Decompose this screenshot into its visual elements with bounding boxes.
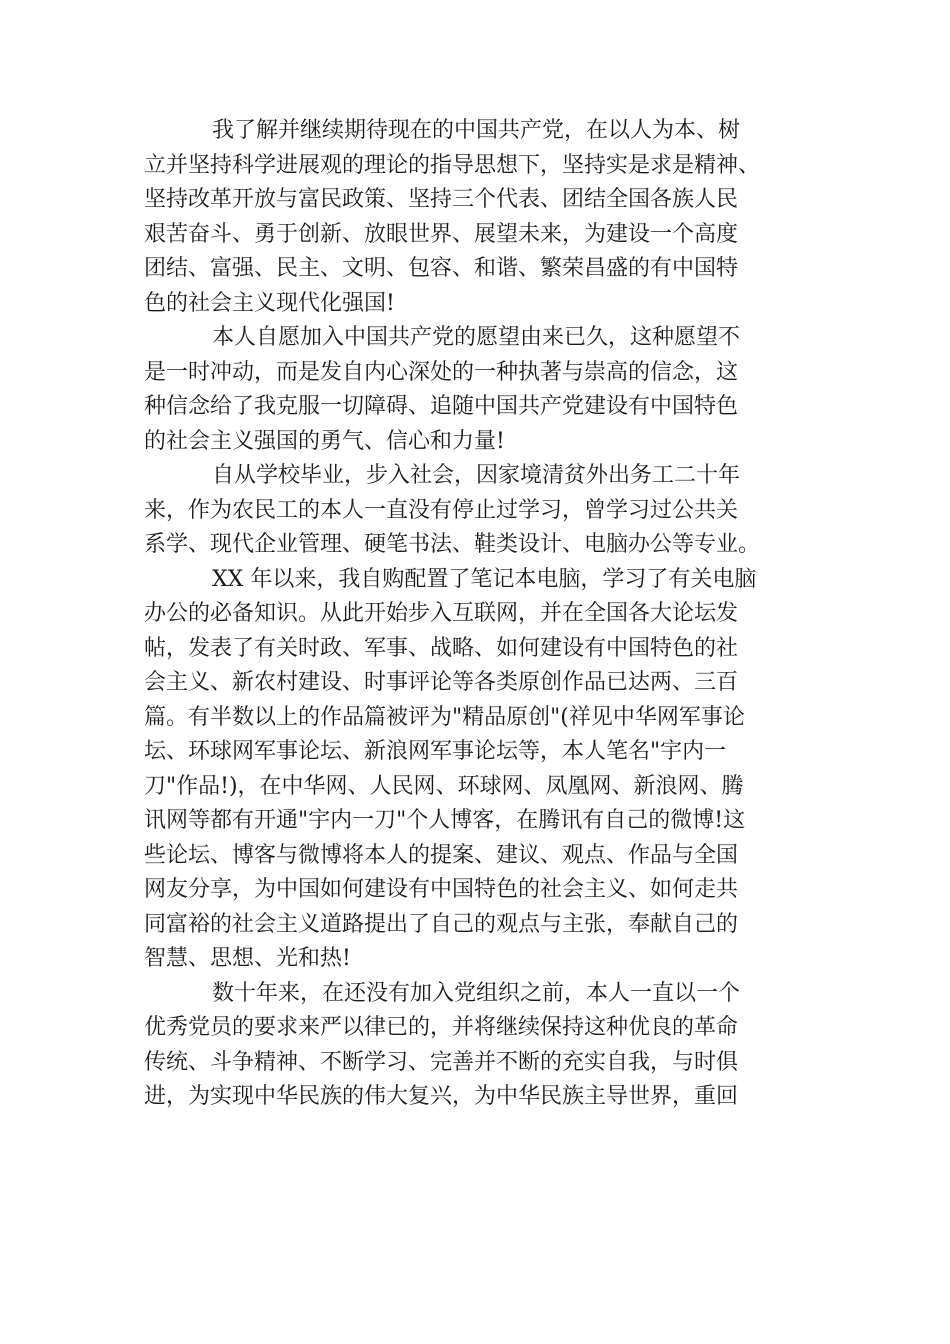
text-line: 是一时冲动，而是发自内心深处的一种执著与崇高的信念，这 <box>144 359 739 385</box>
paragraph <box>144 114 804 321</box>
text-line: 优秀党员的要求来严以律已的，并将继续保持这种优良的革命 <box>144 1015 739 1040</box>
text-line: 智慧、思想、光和热! <box>144 946 351 971</box>
text-line: 的社会主义强国的勇气、信心和力量! <box>144 428 505 454</box>
text-line: 进，为实现中华民族的伟大复兴，为中华民族主导世界，重回 <box>144 1084 739 1109</box>
text-line: 办公的必备知识。从此开始步入互联网，并在全国各大论坛发 <box>144 601 739 626</box>
text-line: 会主义、新农村建设、时事评论等各类原创作品已达两、三百 <box>144 670 739 695</box>
text-line: 自从学校毕业，步入社会，因家境清贫外出务工二十年 <box>212 463 741 488</box>
text-line: 来，作为农民工的本人一直没有停止过学习，曾学习过公共关 <box>144 497 739 523</box>
text-line: 讯网等都有开通"宇内一刀"个人博客，在腾讯有自己的微博!这 <box>144 808 746 833</box>
text-line: 些论坛、博客与微博将本人的提案、建议、观点、作品与全国 <box>144 842 739 868</box>
text-line: 篇。有半数以上的作品篇被评为"精品原创"(祥见中华网军事论 <box>144 704 745 730</box>
text-line: 刀"作品!)，在中华网、人民网、环球网、凤凰网、新浪网、腾 <box>144 773 744 799</box>
text-line: 坛、环球网军事论坛、新浪网军事论坛等，本人笔名"宇内一 <box>144 739 727 764</box>
text-line: 立并坚持科学进展观的理论的指导思想下，坚持实是求是精神、 <box>144 152 761 178</box>
text-line: 帖，发表了有关时政、军事、战略、如何建设有中国特色的社 <box>144 635 739 661</box>
text-line: 同富裕的社会主义道路提出了自己的观点与主张，奉献自己的 <box>144 911 739 937</box>
text-line: 数十年来，在还没有加入党组织之前，本人一直以一个 <box>212 980 741 1006</box>
text-line: 艰苦奋斗、勇于创新、放眼世界、展望未来，为建设一个高度 <box>144 221 739 247</box>
text-line: 色的社会主义现代化强国! <box>144 290 395 316</box>
text-line: 本人自愿加入中国共产党的愿望由来已久，这种愿望不 <box>212 325 741 350</box>
text-line: 种信念给了我克服一切障碍、追随中国共产党建设有中国特色 <box>144 394 739 419</box>
paragraph <box>144 977 804 1115</box>
text-line: 团结、富强、民主、文明、包容、和谐、繁荣昌盛的有中国特 <box>144 256 739 281</box>
text-line: 网友分享，为中国如何建设有中国特色的社会主义、如何走共 <box>144 877 739 902</box>
paragraph <box>144 459 804 563</box>
text-line: 我了解并继续期待现在的中国共产党，在以人为本、树 <box>212 118 741 143</box>
text-line: 传统、斗争精神、不断学习、完善并不断的充实自我，与时俱 <box>144 1049 739 1075</box>
document-body <box>144 114 804 1115</box>
paragraph <box>144 321 804 459</box>
text-line: 坚持改革开放与富民政策、坚持三个代表、团结全国各族人民 <box>144 187 739 212</box>
text-line: XX 年以来，我自购配置了笔记本电脑，学习了有关电脑 <box>212 566 757 592</box>
text-line: 系学、现代企业管理、硬笔书法、鞋类设计、电脑办公等专业。 <box>144 532 761 557</box>
paragraph <box>144 563 804 977</box>
